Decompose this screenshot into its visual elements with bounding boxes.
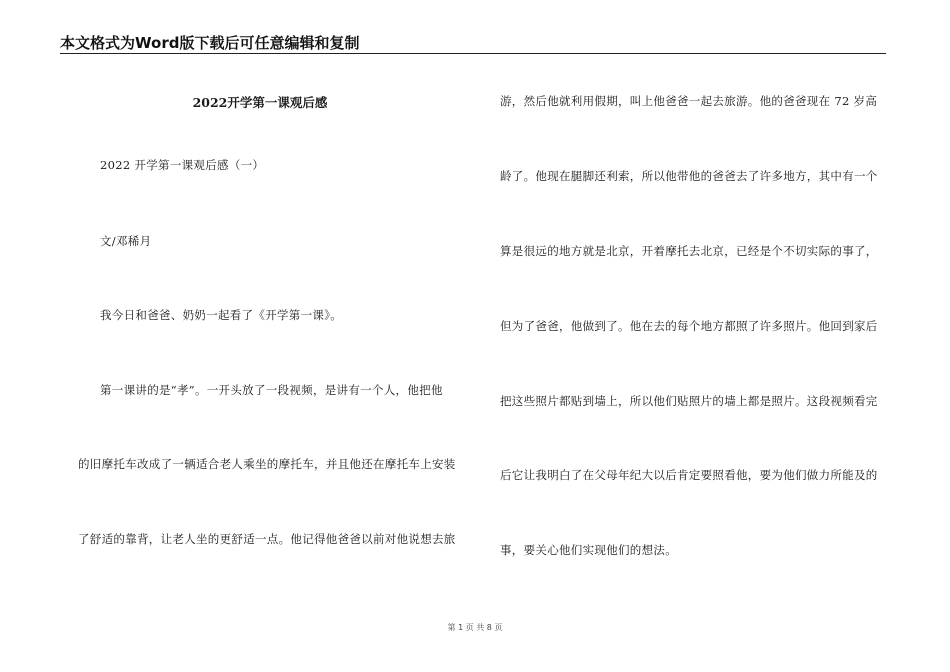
paragraph-line: 文/邓稀月 [100, 234, 152, 248]
paragraph-line: 事，要关心他们实现他们的想法。 [500, 543, 677, 557]
paragraph-line: 但为了爸爸，他做到了。他在去的每个地方都照了许多照片。他回到家后 [500, 319, 878, 333]
paragraph-line: 第一课讲的是“孝”。一开头放了一段视频，是讲有一个人，他把他 [100, 383, 443, 397]
paragraph-line: 后它让我明白了在父母年纪大以后肯定要照看他，要为他们做力所能及的 [500, 468, 878, 482]
paragraph-line: 把这些照片都贴到墙上，所以他们贴照片的墙上都是照片。这段视频看完 [500, 394, 878, 408]
paragraph-line: 算是很远的地方就是北京，开着摩托去北京，已经是个不切实际的事了， [500, 244, 878, 258]
document-title: 2022开学第一课观后感 [192, 95, 328, 110]
paragraph-line: 游，然后他就利用假期，叫上他爸爸一起去旅游。他的爸爸现在 72 岁高 [500, 94, 878, 108]
paragraph-line: 2022 开学第一课观后感（一） [100, 158, 265, 172]
paragraph-line: 了舒适的靠背，让老人坐的更舒适一点。他记得他爸爸以前对他说想去旅 [78, 532, 456, 546]
paragraph-line: 的旧摩托车改成了一辆适合老人乘坐的摩托车，并且他还在摩托车上安装 [78, 457, 456, 471]
document-banner: 本文格式为Word版下载后可任意编辑和复制 [60, 33, 886, 54]
paragraph-line: 龄了。他现在腿脚还利索，所以他带他的爸爸去了许多地方，其中有一个 [500, 169, 878, 183]
page-number-footer: 第 1 页 共 8 页 [447, 623, 503, 632]
paragraph-line: 我今日和爸爸、奶奶一起看了《开学第一课》。 [100, 308, 343, 322]
